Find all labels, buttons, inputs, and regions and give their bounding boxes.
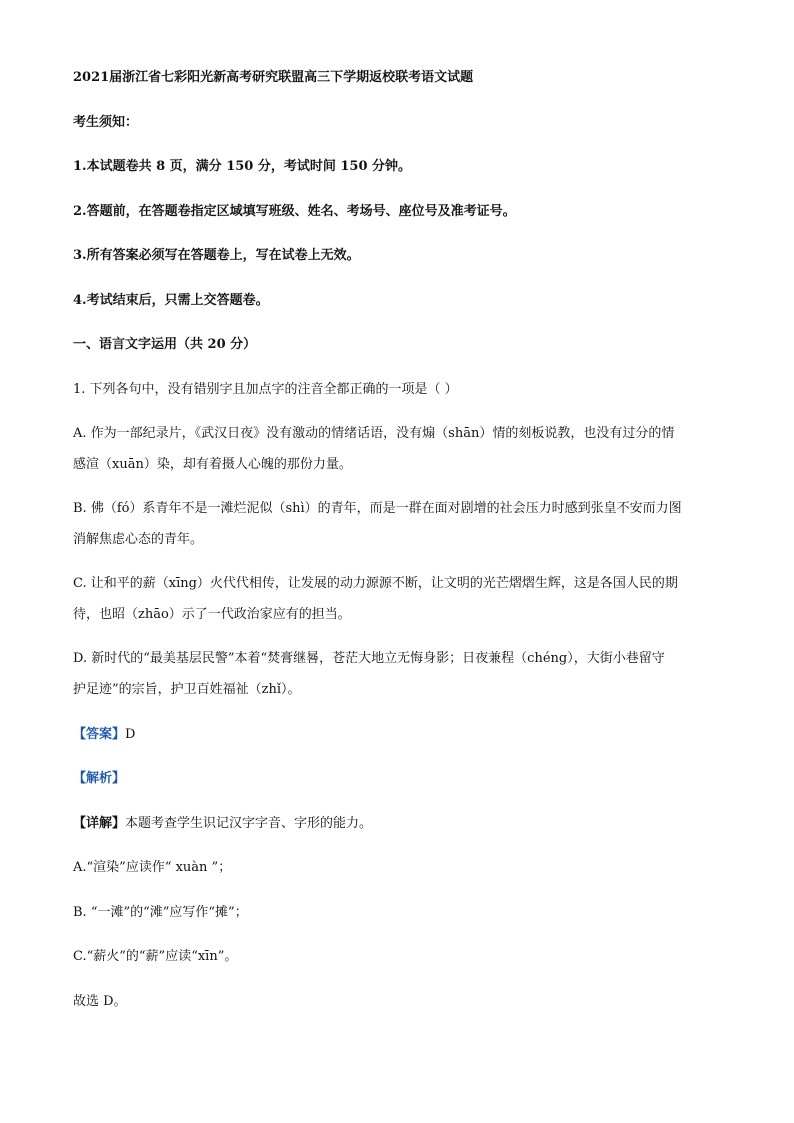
option-a-line1: A. 作为一部纪录片，《武汉日夜》没有激动的情绪话语，没有煽（shān）情的刻板说教，也没有过分的情 [73, 426, 675, 441]
question-stem: 1. 下列各句中，没有错别字且加点字的注音全都正确的一项是（ ） [73, 382, 458, 397]
section-heading: 一、语言文字运用（共 20 分） [73, 337, 257, 352]
notice-item: 3.所有答案必须写在答题卷上，写在试卷上无效。 [73, 248, 360, 263]
conclusion: 故选 D。 [73, 994, 127, 1009]
notice-heading: 考生须知： [73, 115, 139, 130]
explanation-item: C.“薪火”的“薪”应读“xīn”。 [73, 949, 238, 964]
answer-value: D [125, 727, 136, 742]
notice-item: 2.答题前，在答题卷指定区域填写班级、姓名、考场号、座位号及准考证号。 [73, 204, 516, 219]
option-b-line1: B. 佛（fó）系青年不是一滩烂泥似（shì）的青年，而是一群在面对剧增的社会压力时感到张皇不安而力图 [73, 501, 682, 516]
option-d-line2: 护足迹”的宗旨，护卫百姓福祉（zhǐ）。 [73, 682, 301, 697]
detail-text: 本题考查学生识记汉字字音、字形的能力。 [125, 816, 373, 831]
option-b-line2: 消解焦虑心态的青年。 [73, 532, 204, 547]
notice-item: 1.本试题卷共 8 页，满分 150 分，考试时间 150 分钟。 [73, 159, 412, 174]
option-d-line1: D. 新时代的“最美基层民警”本着“焚膏继晷，苍茫大地立无悔身影；日夜兼程（chéng），大街小巷留守 [73, 651, 665, 666]
answer-line [73, 725, 733, 745]
detail-label: 【详解】 [73, 816, 126, 831]
explanation-item: B. “一滩”的“滩”应写作“摊”； [73, 905, 248, 920]
detail-line [73, 814, 733, 834]
explanation-item: A.“渲染”应读作“ xuàn ”； [73, 860, 232, 875]
document-title: 2021届浙江省七彩阳光新高考研究联盟高三下学期返校联考语文试题 [73, 70, 474, 85]
analysis-label: 【解析】 [73, 771, 126, 786]
answer-label: 【答案】 [73, 727, 126, 742]
option-c-line2: 待，也昭（zhāo）示了一代政治家应有的担当。 [73, 607, 351, 622]
notice-item: 4.考试结束后，只需上交答题卷。 [73, 293, 269, 308]
option-c-line1: C. 让和平的薪（xīng）火代代相传，让发展的动力源源不断，让文明的光芒熠熠生辉，这是各国人民的期 [73, 576, 678, 591]
option-a-line2: 感渲（xuān）染，却有着摄人心魄的那份力量。 [73, 457, 352, 472]
